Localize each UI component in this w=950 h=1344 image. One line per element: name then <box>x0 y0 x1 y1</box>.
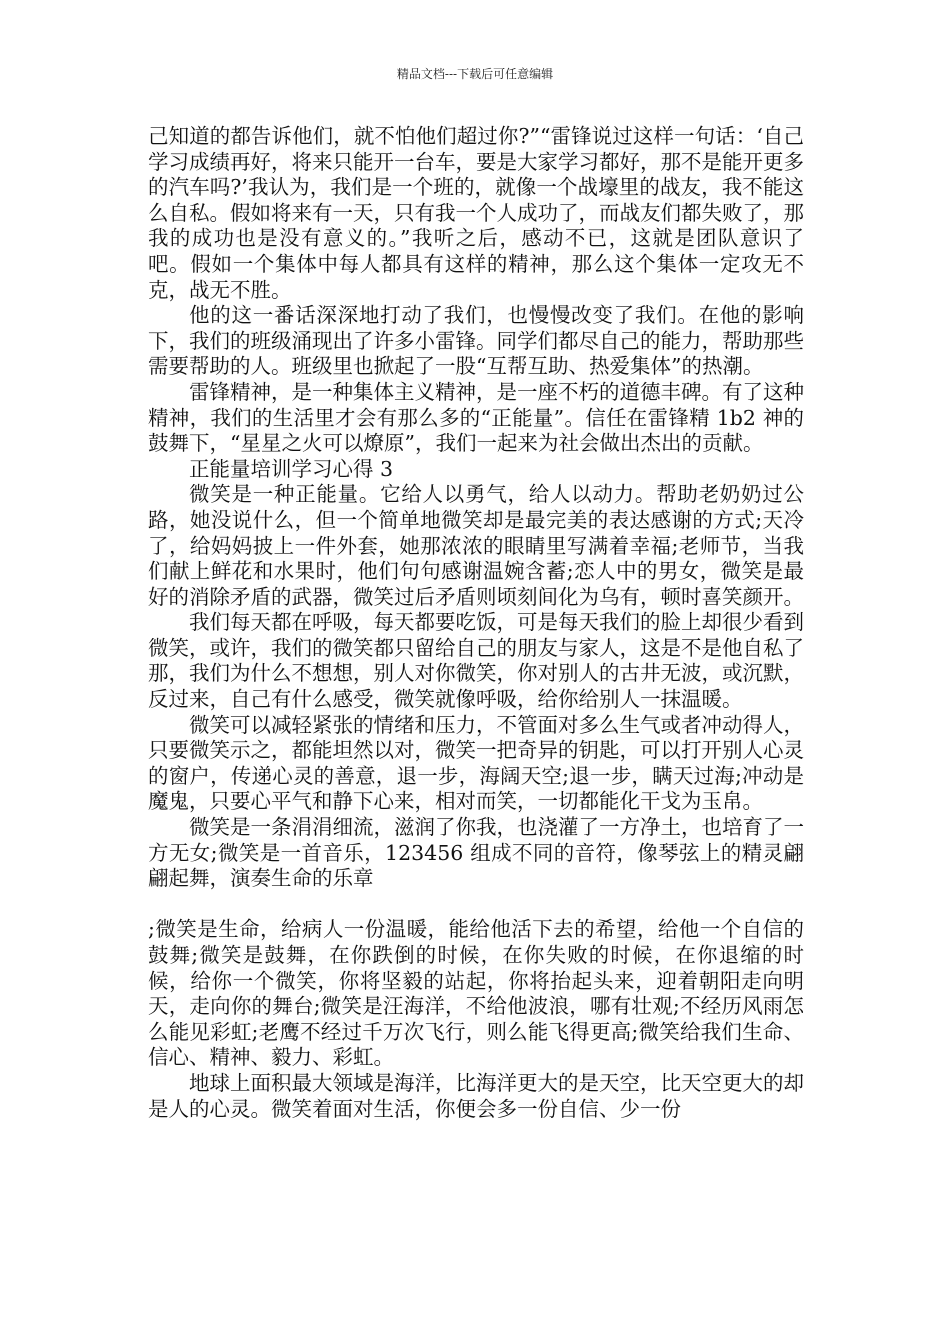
paragraph: 我们每天都在呼吸，每天都要吃饭，可是每天我们的脸上却很少看到微笑，或许，我们的微笑都只留给自己的朋友与家人，这是不是他自私了那，我们为什么不想想，别人对你微笑，你对别人的古井无波，或沉默，反过来，自己有什么感受，微笑就像呼吸，给你给别人一抹温暖。 <box>148 610 804 712</box>
document-body <box>148 124 804 1122</box>
paragraph: 微笑是一条涓涓细流，滋润了你我，也浇灌了一方净土，也培育了一方无女;微笑是一首音乐，123456 组成不同的音符，像琴弦上的精灵翩翩起舞，演奏生命的乐章 <box>148 815 804 891</box>
paragraph: 地球上面积最大领域是海洋，比海洋更大的是天空，比天空更大的却是人的心灵。微笑着面对生活，你便会多一份自信、少一份 <box>148 1070 804 1121</box>
paragraph: 微笑是一种正能量。它给人以勇气，给人以动力。帮助老奶奶过公路，她没说什么，但一个简单地微笑却是最完美的表达感谢的方式;天冷了，给妈妈披上一件外套，她那浓浓的眼睛里写满着幸福;老师节，当我们献上鲜花和水果时，他们句句感谢温婉含蓄;恋人中的男女，微笑是最好的消除矛盾的武器，微笑过后矛盾则顷刻间化为乌有，顿时喜笑颜开。 <box>148 482 804 609</box>
section-heading: 正能量培训学习心得 3 <box>189 456 394 481</box>
page-header: 精品文档---下载后可任意编辑 <box>396 67 554 81</box>
paragraph: ;微笑是生命，给病人一份温暖，能给他活下去的希望，给他一个自信的鼓舞;微笑是鼓舞，在你跌倒的时候，在你失败的时候，在你退缩的时候，给你一个微笑，你将坚毅的站起，你将抬起头来，迎着朝阳走向明天，走向你的舞台;微笑是汪海洋，不给他波浪，哪有壮观;不经历风雨怎么能见彩虹;老鹰不经过千万次飞行，则么能飞得更高;微笑给我们生命、信心、精神、毅力、彩虹。 <box>148 917 804 1070</box>
paragraph-gap <box>148 892 804 918</box>
paragraph: 雷锋精神，是一种集体主义精神，是一座不朽的道德丰碑。有了这种精神，我们的生活里才会有那么多的“正能量”。信任在雷锋精 1b2 神的鼓舞下，“星星之火可以燎原”，我们一起来为社会做出杰出的贡献。 <box>148 379 804 456</box>
paragraph: 他的这一番话深深地打动了我们，也慢慢改变了我们。在他的影响下，我们的班级涌现出了许多小雷锋。同学们都尽自己的能力，帮助那些需要帮助的人。班级里也掀起了一股“互帮互助、热爱集体”的热潮。 <box>148 303 804 379</box>
paragraph: 微笑可以减轻紧张的情绪和压力，不管面对多么生气或者冲动得人，只要微笑示之，都能坦然以对，微笑一把奇异的钥匙，可以打开别人心灵的窗户，传递心灵的善意，退一步，海阔天空;退一步，瞒天过海;冲动是魔鬼，只要心平气和静下心来，相对而笑，一切都能化干戈为玉帛。 <box>148 712 804 814</box>
paragraph-continued: 己知道的都告诉他们，就不怕他们超过你?”“雷锋说过这样一句话：‘自己学习成绩再好，将来只能开一台车，要是大家学习都好，那不是能开更多的汽车吗?’我认为，我们是一个班的，就像一个战壕里的战友，我不能这么自私。假如将来有一天，只有我一个人成功了，而战友们都失败了，那我的成功也是没有意义的。”我听之后，感动不已，这就是团队意识了吧。假如一个集体中每人都具有这样的精神，那么这个集体一定攻无不克，战无不胜。 <box>148 124 804 302</box>
